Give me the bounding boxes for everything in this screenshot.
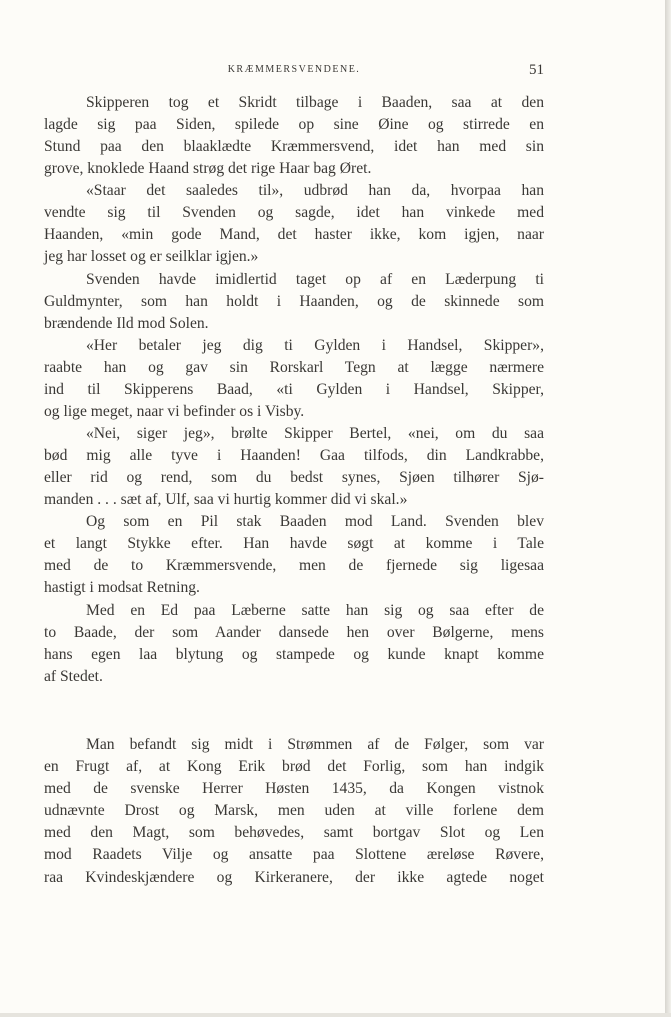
- text-line: eller rid og rend, som du bedst synes, Sjøen tilhører Sjø-: [44, 469, 544, 487]
- paragraph-8: [44, 734, 544, 889]
- text-line: mod Raadets Vilje og ansatte paa Slottene æreløse Røvere,: [44, 846, 544, 864]
- paragraph-6: [44, 511, 544, 599]
- text-line: udnævnte Drost og Marsk, men uden at ville forlene dem: [44, 802, 544, 820]
- text-line: Svenden havde imidlertid taget op af en Læderpung ti: [86, 271, 544, 288]
- text-line: en Frugt af, at Kong Erik brød det Forlig, som han indgik: [44, 758, 544, 776]
- paragraph-4: [44, 335, 544, 423]
- paragraph-3: [44, 269, 544, 335]
- text-line: Haanden, «min gode Mand, det haster ikke, kom igjen, naar: [44, 226, 544, 244]
- text-line: to Baade, der som Aander dansede hen over Bølgerne, mens: [44, 624, 544, 642]
- text-line: jeg har losset og er seilklar igjen.»: [44, 248, 259, 266]
- page-number: 51: [529, 62, 544, 78]
- text-line: vendte sig til Svenden og sagde, idet han vinkede med: [44, 204, 544, 222]
- text-line: hans egen laa blytung og stampede og kunde knapt komme: [44, 646, 544, 664]
- text-line: med den Magt, som behøvedes, samt bortgav Slot og Len: [44, 824, 544, 842]
- text-line: lagde sig paa Siden, spilede op sine Øine og stirrede en: [44, 116, 544, 134]
- page-header: [44, 62, 544, 84]
- text-line: med de svenske Herrer Høsten 1435, da Kongen vistnok: [44, 780, 544, 798]
- text-line: med de to Kræmmersvende, men de fjernede sig ligesaa: [44, 557, 544, 575]
- paragraph-1: [44, 92, 544, 180]
- text-line: Og som en Pil stak Baaden mod Land. Svenden blev: [86, 513, 544, 530]
- text-line: hastigt i modsat Retning.: [44, 579, 200, 597]
- text-line: bød mig alle tyve i Haanden! Gaa tilfods, din Landkrabbe,: [44, 447, 544, 465]
- text-line: raa Kvindeskjændere og Kirkeranere, der ikke agtede noget: [44, 868, 544, 886]
- text-line: raabte han og gav sin Rorskarl Tegn at lægge nærmere: [44, 359, 544, 377]
- text-line: ind til Skipperens Baad, «ti Gylden i Handsel, Skipper,: [44, 381, 544, 399]
- text-line: manden . . . sæt af, Ulf, saa vi hurtig kommer did vi skal.»: [44, 491, 408, 509]
- text-line: brændende Ild mod Solen.: [44, 315, 209, 333]
- text-line: Med en Ed paa Læberne satte han sig og saa efter de: [86, 602, 544, 619]
- text-line: Stund paa den blaaklædte Kræmmersvend, idet han med sin: [44, 138, 544, 156]
- text-line: Skipperen tog et Skridt tilbage i Baaden, saa at den: [86, 94, 544, 111]
- page-bottom-edge: [0, 1013, 671, 1017]
- page-edge-shadow: [665, 0, 671, 1017]
- running-head: KRÆMMERSVENDENE.: [227, 64, 361, 75]
- text-line: og lige meget, naar vi befinder os i Visby.: [44, 403, 305, 421]
- paragraph-7: [44, 600, 544, 688]
- text-line: et langt Stykke efter. Han havde søgt at komme i Tale: [44, 535, 544, 553]
- text-line: «Staar det saaledes til», udbrød han da, hvorpaa han: [86, 182, 544, 199]
- paragraph-5: [44, 423, 544, 511]
- text-line: Man befandt sig midt i Strømmen af de Følger, som var: [86, 736, 544, 753]
- text-line: af Stedet.: [44, 668, 103, 686]
- text-line: grove, knoklede Haand strøg det rige Haar bag Øret.: [44, 160, 372, 178]
- paragraph-2: [44, 180, 544, 268]
- text-line: Guldmynter, som han holdt i Haanden, og de skinnede som: [44, 293, 544, 311]
- text-line: «Her betaler jeg dig ti Gylden i Handsel, Skipper»,: [86, 337, 544, 354]
- text-line: «Nei, siger jeg», brølte Skipper Bertel, «nei, om du saa: [86, 425, 544, 442]
